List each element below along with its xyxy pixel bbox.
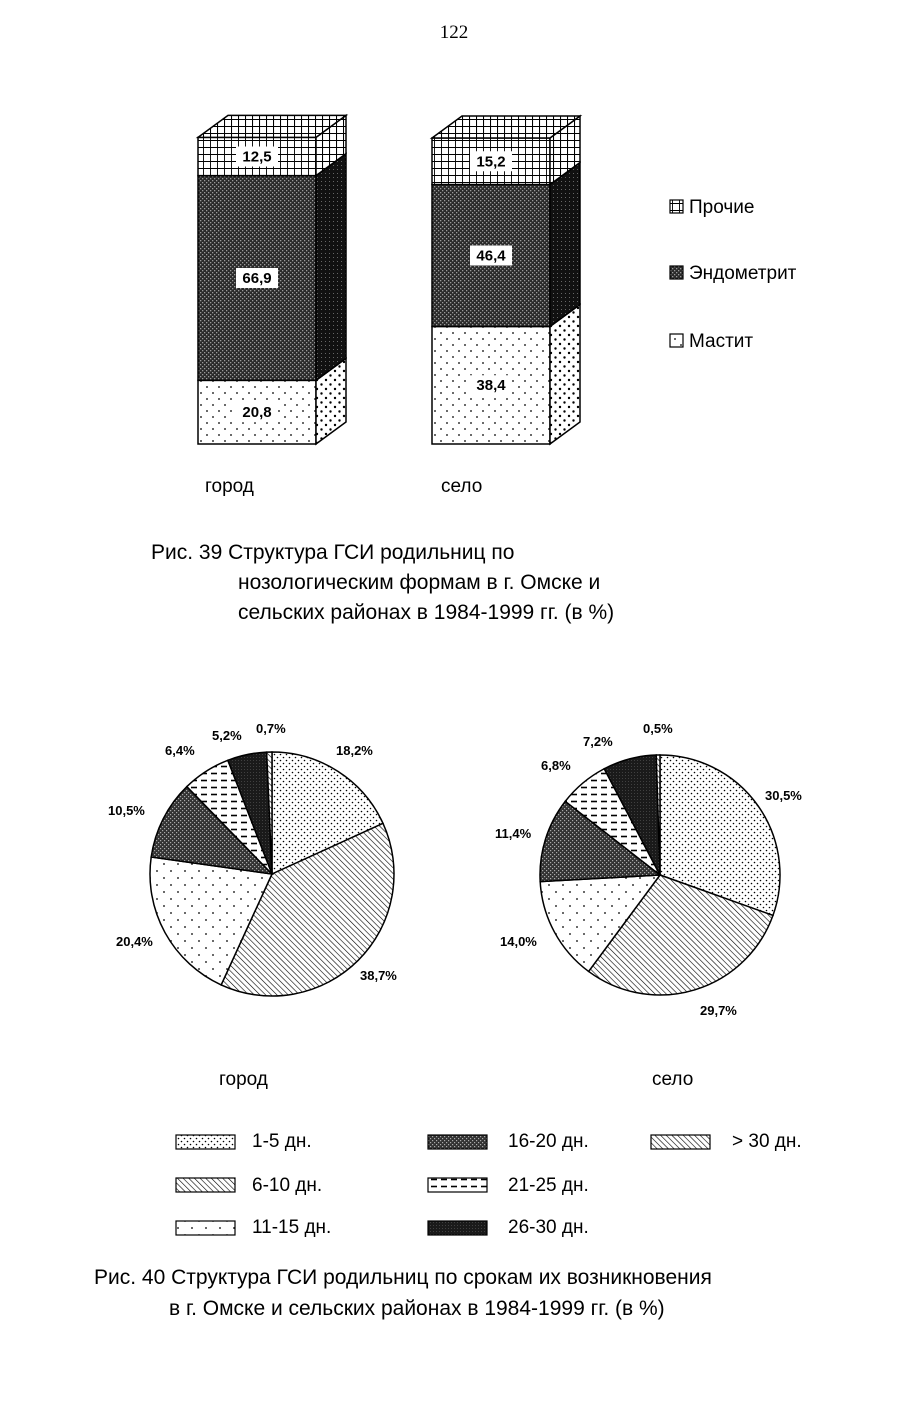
bar-category-label-selo: село [441,476,483,497]
bar-value-label-selo-2: 15,2 [476,153,506,171]
pie-value-label-selo-5: 7,2% [583,734,613,749]
pie-legend-text-16-20: 16-20 дн. [508,1131,589,1152]
pie-value-label-selo-3: 11,4% [495,826,532,841]
pie-value-label-selo-1: 29,7% [700,1003,737,1018]
pie-chart-name-gorod: город [219,1069,268,1090]
pie-value-label-gorod-0: 18,2% [336,743,373,758]
pie-chart-name-selo: село [652,1069,694,1090]
figure-39-caption-line3: сельских районах в 1984-1999 гг. (в %) [238,601,615,624]
pie-legend-swatch-6 [651,1135,710,1149]
bar-value-label-selo-0: 38,4 [476,377,506,395]
figure-39-caption-line1: Рис. 39 Структура ГСИ родильниц по [151,541,515,564]
pie-value-label-gorod-2: 20,4% [116,934,153,949]
pie-legend-text-over-30: > 30 дн. [732,1131,802,1152]
pie-legend-swatch-0 [176,1135,235,1149]
figure-40-caption-line1: Рис. 40 Структура ГСИ родильниц по срокам их возникновения [94,1266,712,1289]
bar-legend-text-endometrit: Эндометрит [689,263,797,284]
bar-legend-text-mastit: Мастит [689,331,754,352]
pie-value-label-selo-0: 30,5% [765,788,802,803]
pie-value-label-gorod-6: 0,7% [256,721,286,736]
pie-legend-swatch-1 [176,1178,235,1192]
pie-value-label-gorod-4: 6,4% [165,743,195,758]
page-number: 122 [439,22,469,43]
bar-category-label-gorod: город [205,476,254,497]
pie-value-label-gorod-3: 10,5% [108,803,145,818]
bar-value-label-gorod-0: 20,8 [242,404,272,422]
pie-legend-text-21-25: 21-25 дн. [508,1175,589,1196]
pie-legend-text-6-10: 6-10 дн. [252,1175,323,1196]
pie-value-label-selo-4: 6,8% [541,758,571,773]
pie-legend-text-1-5: 1-5 дн. [252,1131,312,1152]
pie-legend-swatch-4 [428,1178,487,1192]
pie-legend-swatch-2 [176,1221,235,1235]
figure-39-caption-line2: нозологическим формам в г. Омске и [238,571,601,594]
pie-legend-swatch-3 [428,1135,487,1149]
bar-legend-text-prochie: Прочие [689,197,755,218]
pie-legend-text-11-15: 11-15 дн. [252,1217,332,1238]
figure-40-caption-line2: в г. Омске и сельских районах в 1984-1999 гг. (в %) [169,1297,665,1320]
pie-value-label-selo-6: 0,5% [643,721,673,736]
pie-value-label-selo-2: 14,0% [500,934,537,949]
pie-legend-swatch-5 [428,1221,487,1235]
bar-value-label-gorod-2: 12,5 [242,148,272,166]
bar-value-label-selo-1: 46,4 [476,247,506,265]
pie-value-label-gorod-1: 38,7% [360,968,397,983]
bar-value-label-gorod-1: 66,9 [242,269,272,287]
pie-value-label-gorod-5: 5,2% [212,728,242,743]
pie-legend-text-26-30: 26-30 дн. [508,1217,589,1238]
